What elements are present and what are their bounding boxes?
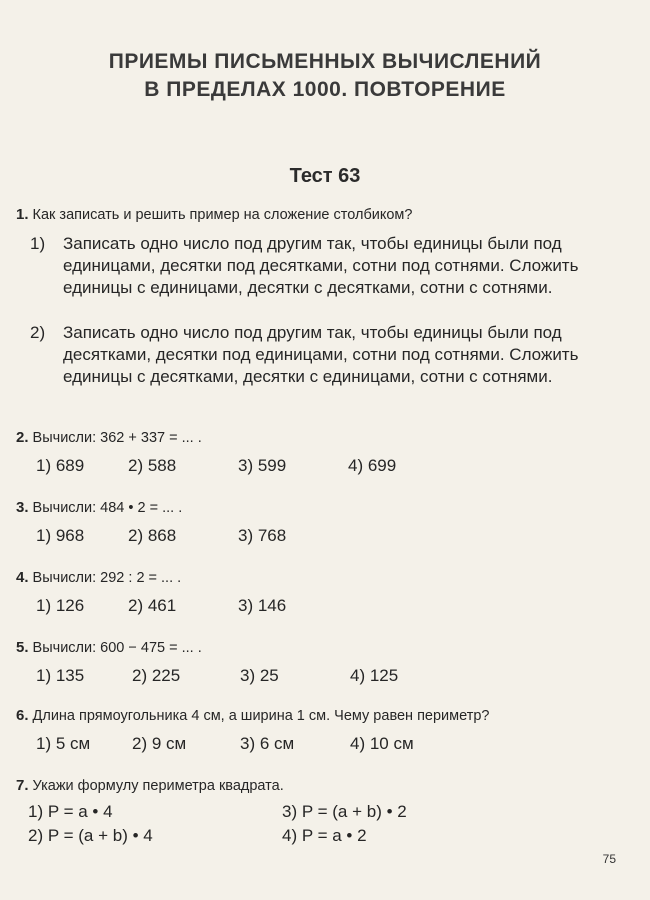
question-5 bbox=[16, 638, 634, 687]
question-6-option-2[interactable]: 2) 9 см bbox=[132, 734, 187, 753]
question-6-number: 6. bbox=[16, 707, 29, 724]
question-2-option-3[interactable]: 3) 599 bbox=[238, 456, 287, 475]
question-7-option-4[interactable]: 4) P = a • 2 bbox=[282, 826, 367, 845]
chapter-title-line-1: ПРИЕМЫ ПИСЬМЕННЫХ ВЫЧИСЛЕНИЙ bbox=[108, 50, 542, 73]
question-4-option-1[interactable]: 1) 126 bbox=[36, 596, 85, 615]
answer-text: Записать одно число под другим так, чтобы единицы были под десятками, десятки под единицами, сотни под сотнями. Сложить единицы с десятками, десятки с единицами, сотни с сотнями. bbox=[63, 323, 579, 386]
question-5-option-3[interactable]: 3) 25 bbox=[240, 666, 279, 685]
question-6-option-1[interactable]: 1) 5 см bbox=[36, 734, 91, 753]
answer-text: Записать одно число под другим так, чтобы единицы были под единицами, десятки под десятками, сотни под сотнями. Сложить единицы с единицами, десятки с десятками, сотни с сотнями. bbox=[63, 234, 579, 297]
question-3-number: 3. bbox=[16, 499, 29, 516]
question-4-number: 4. bbox=[16, 569, 29, 586]
question-2-option-1[interactable]: 1) 689 bbox=[36, 456, 85, 475]
chapter-title bbox=[0, 48, 650, 104]
question-7 bbox=[16, 776, 634, 847]
question-3-option-3[interactable]: 3) 768 bbox=[238, 526, 287, 545]
question-2-option-4[interactable]: 4) 699 bbox=[348, 456, 397, 475]
question-1-number: 1. bbox=[16, 206, 29, 223]
question-3-option-1[interactable]: 1) 968 bbox=[36, 526, 85, 545]
question-7-option-2[interactable]: 2) P = (a + b) • 4 bbox=[28, 826, 153, 845]
question-6-text: Длина прямоугольника 4 см, а ширина 1 см. Чему равен периметр? bbox=[32, 708, 490, 724]
page-number: 75 bbox=[602, 852, 616, 866]
question-4-option-3[interactable]: 3) 146 bbox=[238, 596, 287, 615]
question-4 bbox=[16, 568, 634, 617]
question-6-option-3[interactable]: 3) 6 см bbox=[240, 734, 295, 753]
question-1-text: Как записать и решить пример на сложение столбиком? bbox=[32, 207, 413, 223]
question-1-answer-2[interactable] bbox=[30, 322, 634, 388]
question-7-number: 7. bbox=[16, 777, 29, 794]
test-title: Тест 63 bbox=[289, 165, 361, 187]
chapter-title-line-2: В ПРЕДЕЛАХ 1000. ПОВТОРЕНИЕ bbox=[144, 78, 506, 101]
question-1 bbox=[16, 205, 634, 225]
question-5-option-2[interactable]: 2) 225 bbox=[132, 666, 181, 685]
question-5-option-1[interactable]: 1) 135 bbox=[36, 666, 85, 685]
question-7-option-1[interactable]: 1) P = a • 4 bbox=[28, 802, 113, 821]
question-5-option-4[interactable]: 4) 125 bbox=[350, 666, 399, 685]
question-7-text: Укажи формулу периметра квадрата. bbox=[32, 778, 284, 794]
answer-number: 2) bbox=[30, 323, 46, 342]
question-3-text: Вычисли: 484 • 2 = ... . bbox=[32, 500, 183, 516]
question-2-option-2[interactable]: 2) 588 bbox=[128, 456, 177, 475]
question-6-option-4[interactable]: 4) 10 см bbox=[350, 734, 414, 753]
question-3-option-2[interactable]: 2) 868 bbox=[128, 526, 177, 545]
question-1-answer-1[interactable] bbox=[30, 233, 634, 299]
question-6 bbox=[16, 706, 634, 755]
question-2 bbox=[16, 428, 634, 477]
answer-number: 1) bbox=[30, 234, 46, 253]
question-2-number: 2. bbox=[16, 429, 29, 446]
question-5-number: 5. bbox=[16, 639, 29, 656]
question-7-option-3[interactable]: 3) P = (a + b) • 2 bbox=[282, 802, 407, 821]
question-2-text: Вычисли: 362 + 337 = ... . bbox=[32, 430, 202, 446]
question-3 bbox=[16, 498, 634, 547]
question-5-text: Вычисли: 600 − 475 = ... . bbox=[32, 640, 202, 656]
question-4-option-2[interactable]: 2) 461 bbox=[128, 596, 177, 615]
question-4-text: Вычисли: 292 : 2 = ... . bbox=[32, 570, 182, 586]
